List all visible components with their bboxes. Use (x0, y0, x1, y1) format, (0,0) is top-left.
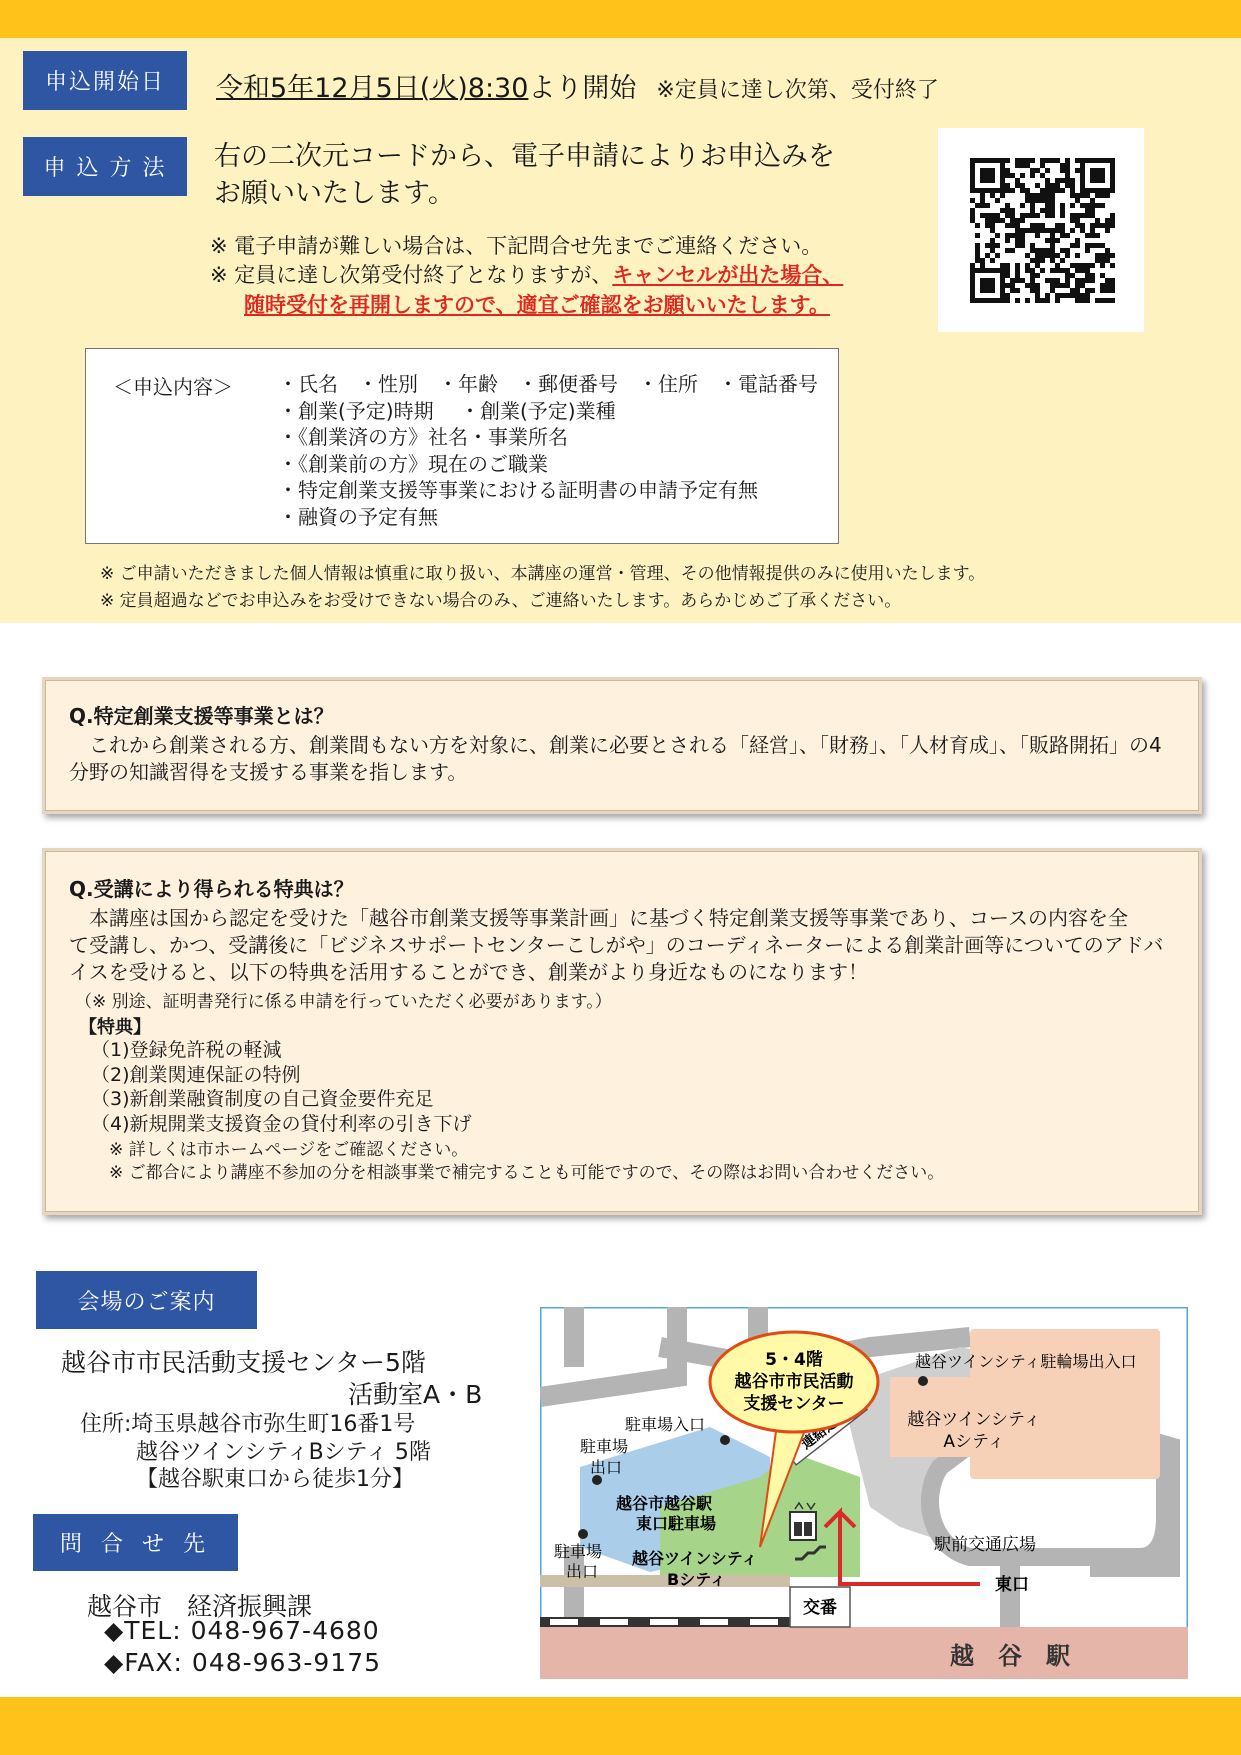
qa1-body (69, 732, 1162, 786)
list-item: ・創業(予定)時期 ・創業(予定)業種 (278, 398, 616, 423)
map-label-bicycle-entrance: 越谷ツインシティ駐輪場出入口 (915, 1352, 1137, 1371)
benefits-note: ※ 詳しくは市ホームページをご確認ください。 (109, 1140, 469, 1160)
method-note-2 (210, 259, 843, 289)
cancel-notice-a: キャンセルが出た場合、 (612, 263, 844, 287)
venue-label: 会場のご案内 (36, 1271, 257, 1329)
method-note-2-plain: ※ 定員に達し次第受付終了となりますが、 (210, 263, 613, 287)
application-items-heading: ＜申込内容＞ (113, 375, 233, 399)
list-item: ・《創業前の方》現在のご職業 (278, 451, 548, 476)
method-note-1: ※ 電子申請が難しい場合は、下記問合せ先までご連絡ください。 (210, 234, 823, 258)
map-image (540, 1307, 1188, 1679)
qa1-body-line: これから創業される方、創業間もない方を対象に、創業に必要とされる「経営」、「財務」、「人材育成」、「販路開拓」の4 (69, 733, 1162, 757)
benefits-list (91, 1038, 472, 1136)
qr-code-image (938, 128, 1144, 332)
start-date-rest: より開始 (528, 73, 637, 104)
list-item: ・《創業済の方》社名・事業所名 (278, 425, 568, 449)
map-label-b-city: 越谷ツインシティ (632, 1549, 758, 1568)
map-label-parking-exit: 出口 (566, 1562, 599, 1581)
map-label-station: 越 谷 駅 (950, 1642, 1070, 1670)
venue-map (540, 1307, 1188, 1679)
method-label: 申 込 方 法 (23, 137, 187, 196)
qa2-body (69, 905, 1163, 986)
venue-address-1: 住所:埼玉県越谷市弥生町16番1号 (80, 1412, 416, 1437)
qa2-body-line: イスを受けると、以下の特典を活用することができ、創業がより身近なものになります！ (69, 960, 868, 984)
station-area (540, 1627, 1188, 1679)
contact-tel: ◆TEL: 048-967-4680 (104, 1616, 380, 1645)
list-item: （3)新創業融資制度の自己資金要件充足 (91, 1088, 434, 1110)
qa2-body-line: て受講し、かつ、受講後に「ビジネスサポートセンターこしがや」のコーディネーターによる創業計画等についてのアドバ (69, 933, 1164, 957)
map-label-a-city: Aシティ (943, 1432, 1005, 1452)
contact-fax: ◆FAX: 048-963-9175 (104, 1648, 382, 1677)
qa2-body-line: 本講座は国から認定を受けた「越谷市創業支援等事業計画」に基づく特定創業支援等事業であり、コースの内容を全 (69, 906, 1128, 930)
privacy-note-2: ※ 定員超過などでお申込みをお受けできない場合のみ、ご連絡いたします。あらかじめご了承ください。 (100, 591, 902, 611)
qa-box-benefits (42, 848, 1202, 1215)
cancel-notice-b: 随時受付を再開しますので、適宜ご確認をお願いいたします。 (244, 293, 830, 317)
map-label-b-city: Bシティ (667, 1570, 726, 1589)
map-callout-line: 5・4階 (765, 1350, 823, 1370)
contact-label: 問 合 せ 先 (33, 1514, 238, 1571)
bottom-bar (0, 1697, 1241, 1755)
map-label-a-city: 越谷ツインシティ (907, 1410, 1041, 1430)
qa1-title: Q.特定創業支援等事業とは？ (69, 704, 334, 728)
benefits-note: ※ ご都合により講座不参加の分を相談事業で補完することも可能ですので、その際はお問い合わせください。 (109, 1163, 945, 1183)
map-label-koban: 交番 (803, 1598, 837, 1618)
application-items-box (85, 348, 839, 544)
application-items-list (278, 371, 818, 530)
map-callout-line: 越谷市市民活動 (734, 1372, 854, 1392)
benefits-heading: 【特典】 (79, 1017, 151, 1038)
contact-department: 越谷市 経済振興課 (87, 1592, 313, 1621)
qa1-body-line: 分野の知識習得を支援する事業を指します。 (69, 760, 468, 784)
qa2-title: Q.受講により得られる特典は？ (69, 877, 354, 901)
map-label-east-exit: 東口 (995, 1575, 1029, 1595)
list-item: （1)登録免許税の軽減 (91, 1039, 282, 1061)
list-item: ・氏名 ・性別 ・年齢 ・郵便番号 ・住所 ・電話番号 (278, 372, 818, 396)
method-text (214, 138, 835, 212)
capacity-note: ※定員に達し次第、受付終了 (656, 78, 939, 103)
method-line-2: お願いいたします。 (214, 178, 455, 209)
venue-address-2: 越谷ツインシティBシティ 5階 (136, 1440, 431, 1465)
start-date-value: 令和5年12月5日(火)8:30 (216, 73, 529, 104)
map-label-plaza: 駅前交通広場 (934, 1535, 1036, 1555)
list-item: ・融資の予定有無 (278, 504, 438, 529)
map-label-parking-name: 東口駐車場 (636, 1514, 717, 1533)
top-bar (0, 0, 1241, 38)
map-label-parking-entrance: 駐車場入口 (625, 1415, 706, 1434)
start-date-label: 申込開始日 (23, 51, 187, 110)
map-label-parking-exit: 出口 (590, 1458, 623, 1477)
map-label-parking-exit: 駐車場 (580, 1437, 629, 1456)
qa2-certificate-note: （※ 別途、証明書発行に係る申請を行っていただく必要があります。） (75, 992, 612, 1012)
map-label-parking-exit: 駐車場 (554, 1542, 603, 1561)
privacy-note-1: ※ ご申請いただきました個人情報は慎重に取り扱い、本講座の運営・管理、その他情報提供のみに使用いたします。 (100, 564, 986, 584)
method-line-1: 右の二次元コードから、電子申請によりお申込みを (214, 141, 835, 172)
map-label-parking-name: 越谷市越谷駅 (616, 1494, 713, 1513)
map-callout-line: 支援センター (743, 1394, 845, 1414)
qr-code[interactable] (938, 128, 1144, 332)
benefits-notes (109, 1139, 944, 1185)
venue-room: 活動室A・B (348, 1380, 483, 1409)
qa-box-specific-support (42, 677, 1202, 814)
list-item: （2)創業関連保証の特例 (91, 1063, 301, 1086)
list-item: ・特定創業支援等事業における証明書の申請予定有無 (278, 478, 758, 502)
venue-access: 【越谷駅東口から徒歩1分】 (136, 1467, 414, 1492)
venue-name: 越谷市市民活動支援センター5階 (61, 1348, 426, 1377)
list-item: （4)新規開業支援資金の貸付利率の引き下げ (91, 1112, 472, 1135)
start-date-line (216, 66, 939, 105)
